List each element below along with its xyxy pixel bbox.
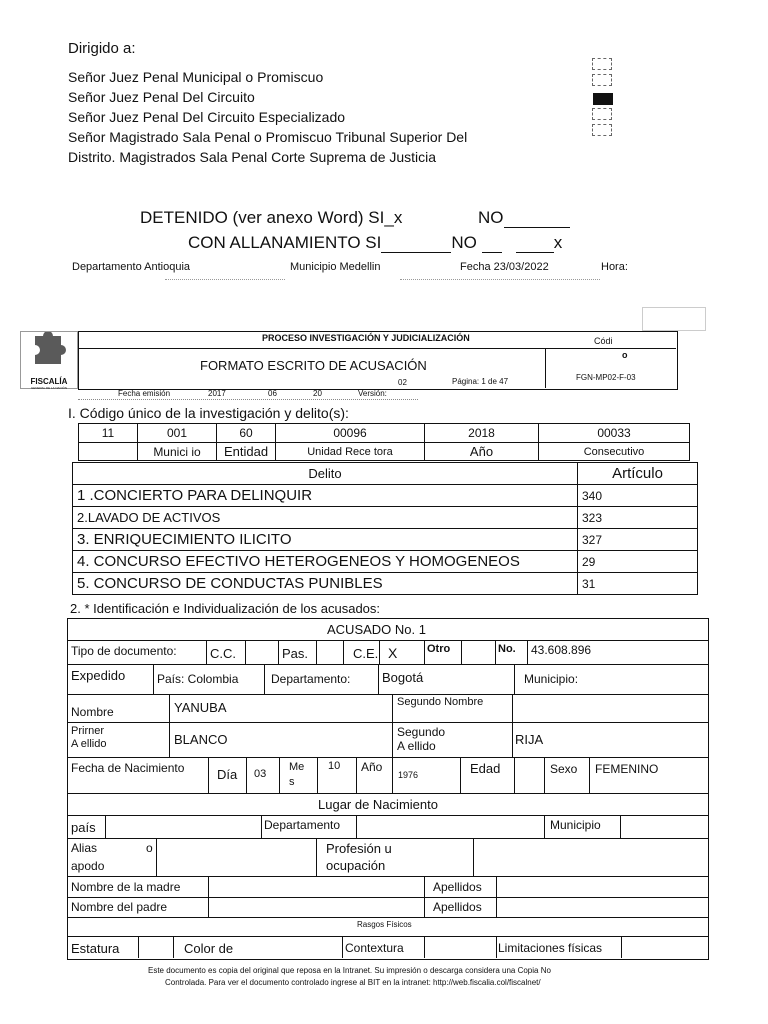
- detenido-no: NO: [478, 208, 504, 227]
- checkbox-juez-municipal[interactable]: [592, 74, 612, 86]
- delito-header: Delito: [73, 463, 578, 485]
- dept-underline: [165, 279, 285, 280]
- proceso-title: PROCESO INVESTIGACIÓN Y JUDICIALIZACIÓN: [262, 333, 470, 343]
- hline: [67, 694, 708, 695]
- checkbox-magistrado[interactable]: [592, 124, 612, 136]
- vline: [527, 640, 528, 664]
- hline: [67, 838, 708, 839]
- segundo-apellido-label: [397, 725, 445, 753]
- vline: [379, 640, 380, 664]
- codigo-value: 2018: [425, 424, 539, 443]
- rasgos-label: Rasgos Físicos: [357, 920, 412, 929]
- vline: [496, 876, 497, 917]
- no-label: No.: [498, 643, 516, 655]
- allanamiento-x: x: [553, 233, 563, 252]
- puzzle-icon: [21, 332, 77, 372]
- vline: [261, 815, 262, 838]
- delito-row: 2.LAVADO DE ACTIVOS: [73, 507, 578, 529]
- vline: [342, 936, 343, 958]
- code-box: [642, 307, 706, 331]
- checkbox-juez-especializado[interactable]: [592, 108, 612, 120]
- allanamiento-si-blank[interactable]: [381, 238, 451, 253]
- lugar-nac-label: Lugar de Nacimiento: [318, 797, 438, 812]
- tipo-doc-label: Tipo de documento:: [71, 644, 177, 658]
- option-magistrado: Señor Magistrado Sala Penal o Promiscuo Tribunal Superior Del: [68, 129, 468, 145]
- codigo-value: 00033: [539, 424, 690, 443]
- vline: [246, 757, 247, 793]
- codigo-o: o: [622, 350, 628, 360]
- vline: [621, 936, 622, 958]
- limitaciones-label: Limitaciones físicas: [498, 941, 603, 955]
- vline: [589, 757, 590, 793]
- vline: [173, 936, 174, 958]
- codigo-value: 00096: [276, 424, 425, 443]
- padre-label: Nombre del padre: [71, 900, 168, 914]
- codigo-label: Munici io: [138, 443, 217, 461]
- vline: [514, 664, 515, 694]
- padre-apellidos-label: Apellidos: [433, 900, 482, 914]
- vline: [356, 757, 357, 793]
- codigo-label: Año: [425, 443, 539, 461]
- contextura-label: Contextura: [345, 941, 404, 955]
- allanamiento-no-blank[interactable]: [482, 238, 502, 253]
- fecha-text: Fecha 23/03/2022: [460, 261, 549, 273]
- vline: [356, 815, 357, 838]
- logo-subtext: GENERAL DE LA NACIÓN: [30, 386, 68, 390]
- anio-value[interactable]: 1976: [398, 770, 419, 780]
- form-code: FGN-MP02-F-03: [576, 373, 636, 382]
- delito-row: 3. ENRIQUECIMIENTO ILICITO: [73, 529, 578, 551]
- codigo-label: Códi: [594, 336, 613, 346]
- form-header-vdivider: [545, 348, 546, 388]
- codigo-value: 11: [79, 424, 138, 443]
- option-juez-municipal: Señor Juez Penal Municipal o Promiscuo: [68, 69, 324, 85]
- codigo-label: Unidad Rece tora: [276, 443, 425, 461]
- hline: [67, 917, 708, 918]
- vline: [544, 757, 545, 793]
- nombre-label: Nombre: [71, 705, 114, 719]
- checkbox-extra[interactable]: [592, 58, 612, 70]
- bogota-value[interactable]: Bogotá: [382, 670, 424, 685]
- alias-o: o: [146, 841, 153, 855]
- vline: [316, 838, 317, 876]
- vline: [620, 815, 621, 838]
- mes-label: [289, 760, 304, 790]
- articulo-cell: 340: [578, 485, 698, 507]
- vline: [206, 640, 207, 664]
- apodo-label: apodo: [71, 859, 105, 873]
- vline: [169, 694, 170, 757]
- hora-text: Hora:: [601, 261, 628, 273]
- alias-label: Alias: [71, 841, 98, 855]
- formato-title: FORMATO ESCRITO DE ACUSACIÓN: [200, 358, 427, 373]
- vline: [208, 876, 209, 917]
- delitos-table: [72, 462, 698, 595]
- vline: [392, 694, 393, 757]
- formato-02: 02: [398, 378, 407, 387]
- primer-apellido-label: [71, 725, 106, 751]
- estatura-label: Estatura: [71, 941, 120, 956]
- articulo-cell: 31: [578, 573, 698, 595]
- detenido-no-blank[interactable]: [504, 213, 570, 228]
- hline: [67, 876, 708, 877]
- option-magistrado-cont: Distrito. Magistrados Sala Penal Corte Suprema de Justicia: [68, 149, 437, 165]
- emision-year: 2017: [208, 389, 226, 398]
- vline: [424, 936, 425, 958]
- option-juez-especializado: Señor Juez Penal Del Circuito Especializado: [68, 109, 346, 125]
- hline: [67, 640, 708, 641]
- segundo-apellido-label-line1: Segundo: [397, 725, 446, 739]
- municipio-label: Municipio:: [524, 672, 579, 686]
- vline: [343, 640, 344, 664]
- vline: [138, 936, 139, 958]
- fecha-nac-label: Fecha de Nacimiento: [71, 761, 185, 775]
- madre-label: Nombre de la madre: [71, 880, 181, 894]
- primer-apellido-label-line1: Prirner: [71, 725, 105, 737]
- delito-row: 1 .CONCIERTO PARA DELINQUIR: [73, 485, 578, 507]
- footer-line1: Este documento es copia del original que reposa en la Intranet. Su impresión o descarga considera una Copia No: [148, 966, 551, 975]
- checkbox-juez-circuito[interactable]: [593, 93, 613, 105]
- nombre-value[interactable]: YANUBA: [174, 700, 227, 715]
- vline: [316, 640, 317, 664]
- vline: [105, 815, 106, 838]
- vline: [461, 640, 462, 664]
- articulo-cell: 29: [578, 551, 698, 573]
- dirigido-label: Dirigido a:: [68, 40, 136, 57]
- vline: [279, 757, 280, 793]
- acusado-title: ACUSADO No. 1: [327, 622, 426, 637]
- color-label: Color de: [184, 941, 234, 956]
- hline: [67, 815, 708, 816]
- departamento-nac-label: Departamento: [264, 818, 341, 832]
- hline: [67, 757, 708, 758]
- ocupacion-label: ocupación: [326, 858, 386, 873]
- expedido-label: Expedido: [71, 668, 126, 683]
- codigo-label: [79, 443, 138, 461]
- pagina-text: Página: 1 de 47: [452, 377, 509, 386]
- articulo-header: Artículo: [578, 463, 698, 485]
- vline: [424, 640, 425, 664]
- doc-number[interactable]: 43.608.896: [531, 643, 592, 657]
- version-label: Versión:: [358, 389, 387, 398]
- fecha-underline: [400, 279, 600, 280]
- madre-apellidos-label: Apellidos: [433, 880, 482, 894]
- detenido-label: DETENIDO (ver anexo Word) SI_x: [140, 208, 403, 227]
- sexo-value[interactable]: FEMENINO: [595, 762, 659, 776]
- vline: [424, 876, 425, 917]
- fecha-emision: Fecha emisión: [118, 389, 171, 398]
- vline: [392, 757, 393, 793]
- sexo-label: Sexo: [550, 762, 578, 776]
- codigo-label: Entidad: [217, 443, 276, 461]
- ce-checkmark[interactable]: X: [388, 645, 398, 661]
- mes-label-line2: s: [289, 776, 295, 788]
- detenido-line: [140, 208, 402, 228]
- section1-title: I. Código único de la investigación y delito(s):: [68, 405, 349, 421]
- anio-label: Año: [361, 760, 383, 774]
- pas-label: Pas.: [282, 646, 309, 661]
- form-header-divider: [78, 348, 676, 349]
- segundo-apellido-label-line2: A ellido: [397, 739, 436, 753]
- segundo-nombre-label: Segundo Nombre: [397, 696, 484, 708]
- delito-row: 5. CONCURSO DE CONDUCTAS PUNIBLES: [73, 573, 578, 595]
- vline: [514, 757, 515, 793]
- pais-label: país: [71, 820, 96, 835]
- codigo-table: [78, 423, 690, 461]
- articulo-cell: 327: [578, 529, 698, 551]
- hline: [67, 793, 708, 794]
- departamento-text: Departamento Antioquia: [72, 261, 191, 273]
- hline: [67, 936, 708, 937]
- codigo-value: 001: [138, 424, 217, 443]
- vline: [378, 664, 379, 694]
- allanamiento-no: NO: [451, 233, 477, 252]
- departamento-label: Departamento:: [271, 672, 351, 686]
- vline: [512, 722, 513, 757]
- articulo-cell: 323: [578, 507, 698, 529]
- profesion-label: Profesión u: [326, 841, 392, 856]
- pais-colombia[interactable]: País: Colombia: [157, 672, 239, 686]
- allanamiento-label: CON ALLANAMIENTO SI: [188, 233, 382, 252]
- delito-row: 4. CONCURSO EFECTIVO HETEROGENEOS Y HOMOGENEOS: [73, 551, 578, 573]
- primer-apellido-label-line2: A ellido: [71, 738, 107, 750]
- vline: [245, 640, 246, 664]
- emision-line: [78, 399, 418, 400]
- municipio-text: Municipio Medellin: [290, 261, 381, 273]
- option-juez-circuito: Señor Juez Penal Del Circuito: [68, 89, 255, 105]
- codigo-value: 60: [217, 424, 276, 443]
- vline: [264, 664, 265, 694]
- vline: [317, 757, 318, 793]
- vline: [544, 815, 545, 838]
- emision-day: 20: [313, 389, 322, 398]
- fiscalia-logo: [20, 331, 78, 389]
- otro-label: Otro: [427, 643, 451, 655]
- municipio-nac-label: Municipio: [550, 818, 601, 832]
- mes-label-line1: Me: [289, 761, 305, 773]
- segundo-apellido-value[interactable]: RIJA: [515, 732, 544, 747]
- ce-label: C.E.: [353, 646, 379, 661]
- vline: [473, 838, 474, 876]
- vline: [153, 664, 154, 694]
- allanamiento-x-blank[interactable]: [516, 238, 554, 253]
- section2-title: 2. * Identificación e Individualización de los acusados:: [70, 601, 381, 616]
- vline: [512, 694, 513, 722]
- vline: [495, 640, 496, 664]
- dia-label: Día: [217, 767, 238, 782]
- hline: [67, 722, 708, 723]
- codigo-label: Consecutivo: [539, 443, 690, 461]
- vline: [460, 757, 461, 793]
- vline: [496, 936, 497, 958]
- primer-apellido-value[interactable]: BLANCO: [174, 732, 228, 747]
- vline: [156, 838, 157, 876]
- edad-label: Edad: [470, 761, 501, 776]
- mes-value[interactable]: 10: [328, 760, 341, 772]
- cc-label: C.C.: [210, 646, 236, 661]
- emision-month: 06: [268, 389, 277, 398]
- vline: [278, 640, 279, 664]
- hline: [67, 897, 708, 898]
- footer-line2: Controlada. Para ver el documento controlado ingrese al BIT en la intranet: http://web.fiscalia.col/fiscalnet/: [165, 978, 541, 987]
- vline: [208, 757, 209, 793]
- hline: [67, 664, 708, 665]
- logo-text: FISCALÍA: [30, 377, 68, 386]
- dia-value[interactable]: 03: [254, 768, 267, 780]
